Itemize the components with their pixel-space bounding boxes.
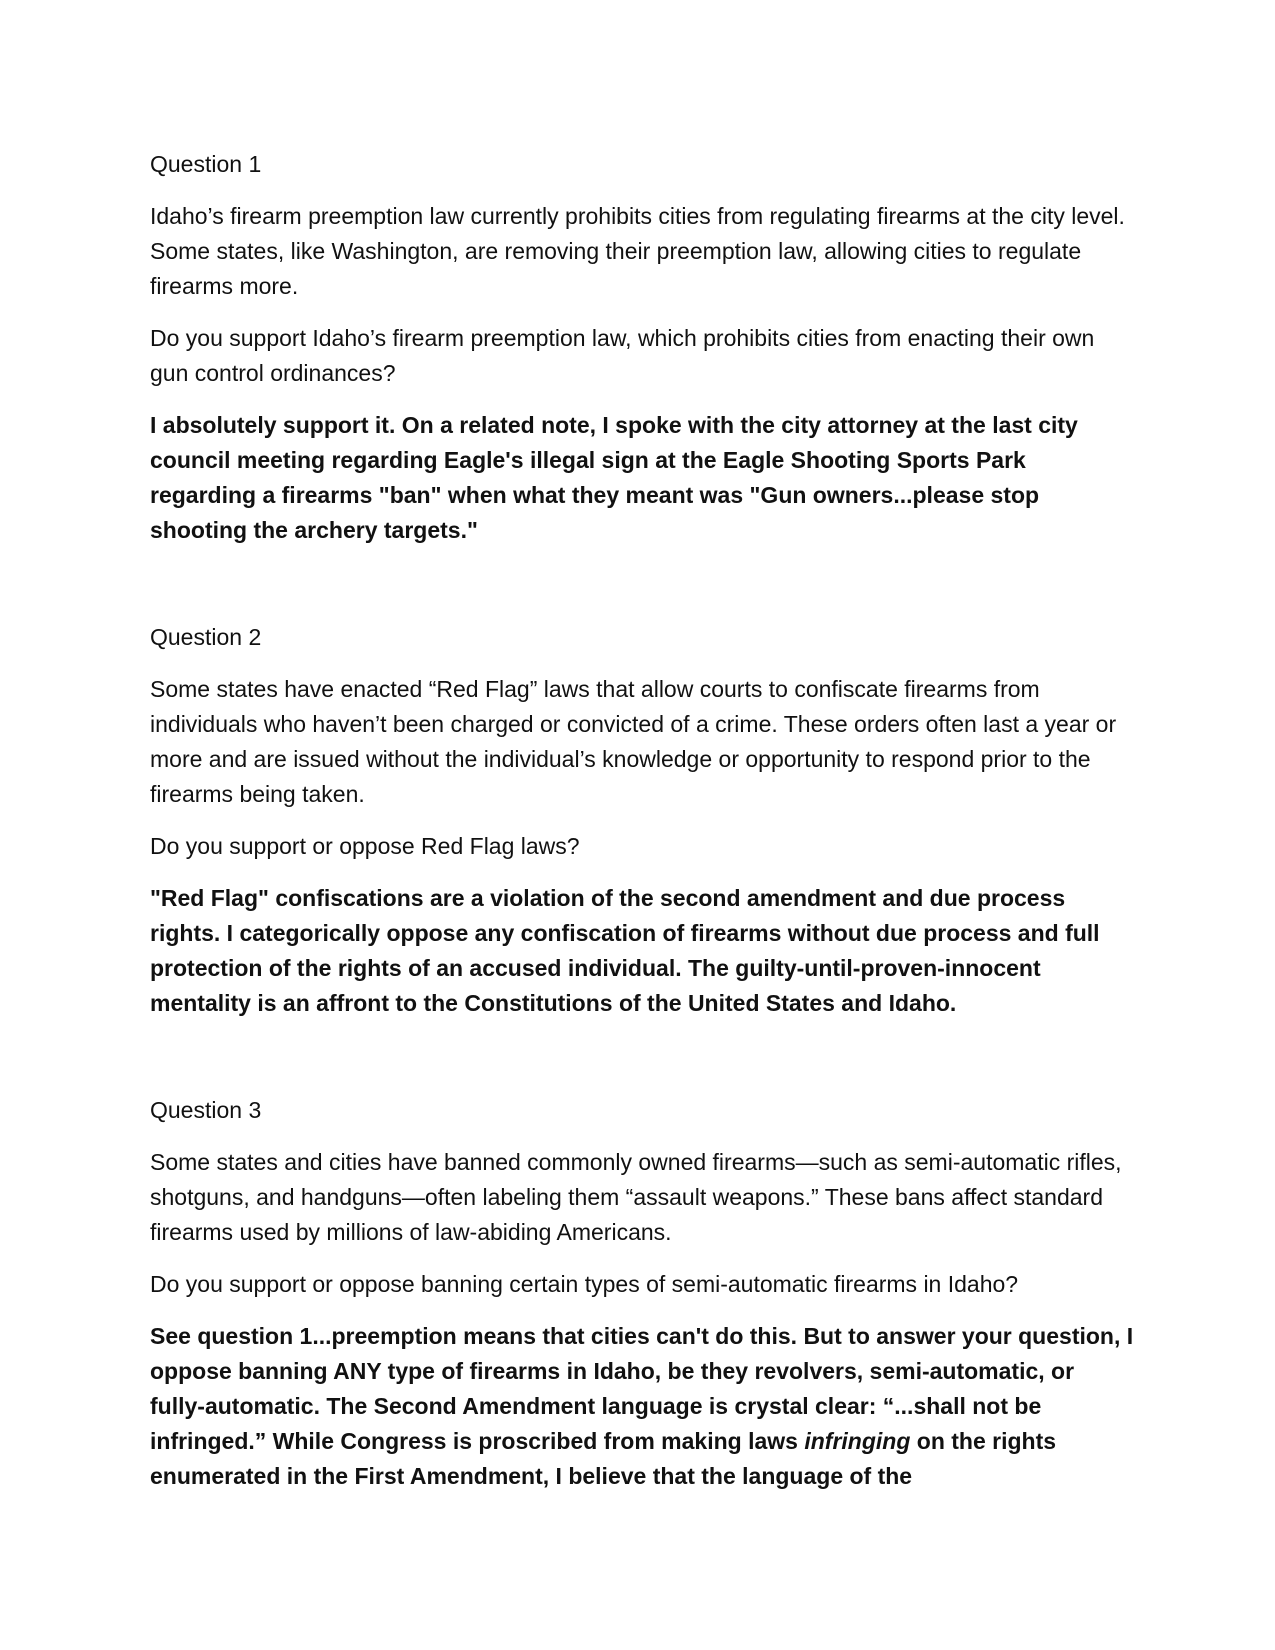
question-3-answer — [150, 1319, 1135, 1494]
question-1-context: Idaho’s firearm preemption law currently prohibits cities from regulating firearms at the city level. Some states, like Washington, are removing their preemption law, allowing cities to regulate firearms more. — [150, 203, 1125, 299]
question-3-context: Some states and cities have banned commonly owned firearms—such as semi-automatic rifles, shotguns, and handguns—often labeling them “assault weapons.” These bans affect standard firearms used by millions of law-abiding Americans. — [150, 1149, 1122, 1245]
question-1-heading: Question 1 — [150, 151, 262, 177]
question-2-answer: "Red Flag" confiscations are a violation of the second amendment and due process rights. I categorically oppose any confiscation of firearms without due process and full protection of the rights of an accused individual. The guilty-until-proven-innocent mentality is an affront to the Constitutions of the United States and Idaho. — [150, 885, 1100, 1016]
question-1-answer: I absolutely support it. On a related note, I spoke with the city attorney at the last city council meeting regarding Eagle's illegal sign at the Eagle Shooting Sports Park regarding a firearms "ban" when what they meant was "Gun owners...please stop shooting the archery targets." — [150, 412, 1078, 543]
question-2-section — [150, 620, 1135, 1038]
question-3-heading: Question 3 — [150, 1097, 262, 1123]
question-3-answer-emphasis: infringing — [804, 1428, 911, 1454]
document-page — [150, 0, 1135, 1650]
question-3-answer-part-2: on the rights enumerated in the First Amendment, I believe that the language of the — [150, 1428, 1057, 1489]
question-1-section — [150, 147, 1135, 565]
question-3-section — [150, 1093, 1135, 1511]
question-2-heading: Question 2 — [150, 624, 262, 650]
question-2-context: Some states have enacted “Red Flag” laws that allow courts to confiscate firearms from individuals who haven’t been charged or convicted of a crime. These orders often last a year or more and are issued without the individual’s knowledge or opportunity to respond prior to the firearms being taken. — [150, 676, 1117, 807]
question-3-prompt: Do you support or oppose banning certain types of semi-automatic firearms in Idaho? — [150, 1271, 1019, 1297]
question-3-answer-part-1: See question 1...preemption means that cities can't do this. But to answer your question, I oppose banning ANY type of firearms in Idaho, be they revolvers, semi-automatic, or fully-automatic. The Second Amendment language is crystal clear: “...shall not be infringed.” While Congress is proscribed from making laws — [150, 1323, 1134, 1454]
question-1-prompt: Do you support Idaho’s firearm preemption law, which prohibits cities from enacting their own gun control ordinances? — [150, 325, 1095, 386]
question-2-prompt: Do you support or oppose Red Flag laws? — [150, 833, 580, 859]
